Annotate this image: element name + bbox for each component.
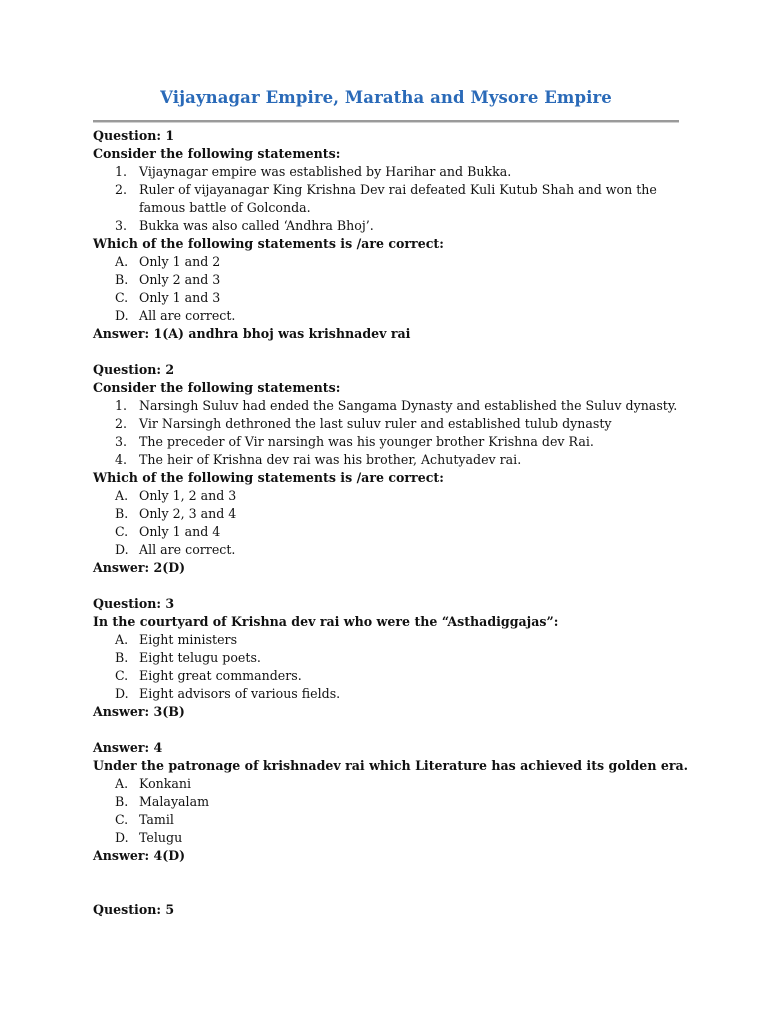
- statement-item: 1. Vijaynagar empire was established by Harihar and Bukka.: [115, 164, 512, 179]
- question-block-5: [93, 901, 679, 919]
- question-prompt: Under the patronage of krishnadev rai which Literature has achieved its golden era.: [93, 758, 689, 773]
- option-list: [93, 253, 679, 325]
- question-prompt: Consider the following statements:: [93, 380, 341, 395]
- statement-item: 4. The heir of Krishna dev rai was his brother, Achutyadev rai.: [115, 452, 522, 467]
- option-item: C. Only 1 and 4: [115, 524, 221, 539]
- statement-list: [93, 397, 679, 469]
- spacer: [93, 343, 679, 361]
- option-list: [93, 487, 679, 559]
- question-block-3: [93, 595, 679, 721]
- spacer: [93, 865, 679, 901]
- statement-item: 3. The preceder of Vir narsingh was his younger brother Krishna dev Rai.: [115, 434, 594, 449]
- option-item: A. Only 1, 2 and 3: [115, 488, 237, 503]
- question-block-2: [93, 361, 679, 577]
- option-item: D. Telugu: [115, 830, 183, 845]
- answer-line: Answer: 4(D): [93, 848, 186, 863]
- option-list: [93, 631, 679, 703]
- option-item: C. Tamil: [115, 812, 174, 827]
- answer-line: Answer: 3(B): [93, 704, 185, 719]
- option-item: D. Eight advisors of various fields.: [115, 686, 341, 701]
- statement-item: 1. Narsingh Suluv had ended the Sangama Dynasty and established the Suluv dynasty.: [115, 398, 678, 413]
- document-body: [93, 127, 689, 919]
- statement-list: [93, 163, 679, 235]
- option-item: C. Only 1 and 3: [115, 290, 221, 305]
- answer-line: Answer: 2(D): [93, 560, 186, 575]
- question-ask: Which of the following statements is /are correct:: [93, 470, 444, 485]
- statement-item: 3. Bukka was also called ‘Andhra Bhoj’.: [115, 218, 374, 233]
- statement-item: 2. Vir Narsingh dethroned the last suluv ruler and established tulub dynasty: [115, 416, 612, 431]
- option-item: C. Eight great commanders.: [115, 668, 302, 683]
- option-item: B. Only 2, 3 and 4: [115, 506, 237, 521]
- spacer: [93, 721, 679, 739]
- question-block-1: [93, 127, 679, 343]
- question-heading: Answer: 4: [93, 740, 163, 755]
- option-item: B. Only 2 and 3: [115, 272, 221, 287]
- option-item: A. Only 1 and 2: [115, 254, 221, 269]
- option-item: A. Eight ministers: [115, 632, 238, 647]
- option-item: D. All are correct.: [115, 308, 236, 323]
- question-ask: Which of the following statements is /are correct:: [93, 236, 444, 251]
- option-item: B. Eight telugu poets.: [115, 650, 261, 665]
- option-list: [93, 775, 679, 847]
- question-prompt: In the courtyard of Krishna dev rai who were the “Asthadiggajas”:: [93, 614, 559, 629]
- question-heading: Question: 3: [93, 596, 175, 611]
- answer-line: Answer: 1(A) andhra bhoj was krishnadev rai: [93, 326, 411, 341]
- statement-item: 2. Ruler of vijayanagar King Krishna Dev rai defeated Kuli Kutub Shah and won the famous battle of Golconda.: [115, 182, 657, 215]
- question-prompt: Consider the following statements:: [93, 146, 341, 161]
- title-divider: [93, 120, 679, 123]
- option-item: B. Malayalam: [115, 794, 210, 809]
- question-heading: Question: 5: [93, 902, 175, 917]
- option-item: A. Konkani: [115, 776, 192, 791]
- question-heading: Question: 2: [93, 362, 175, 377]
- option-item: D. All are correct.: [115, 542, 236, 557]
- document-title: Vijaynagar Empire, Maratha and Mysore Empire: [160, 88, 612, 107]
- spacer: [93, 577, 679, 595]
- question-heading: Question: 1: [93, 128, 175, 143]
- question-block-4: [93, 739, 689, 865]
